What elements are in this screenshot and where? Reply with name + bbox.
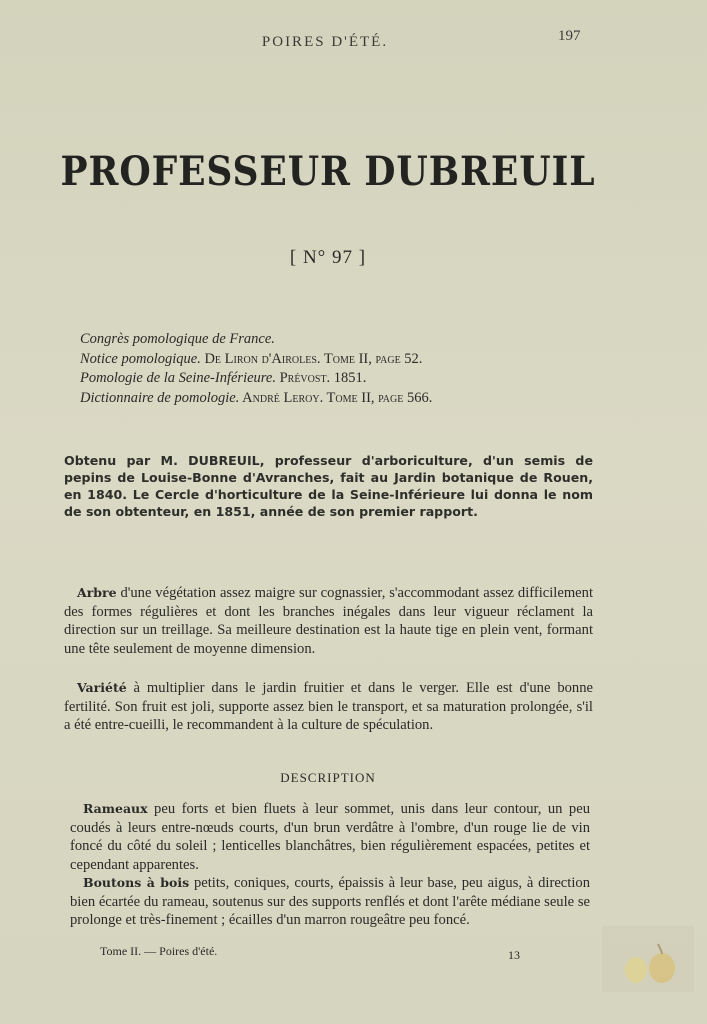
reference-detail: Prévost. 1851. (275, 370, 367, 386)
reference-source: Congrès pomologique de France. (80, 331, 275, 347)
running-head: POIRES D'ÉTÉ. (261, 34, 389, 50)
paragraph-boutons (70, 874, 590, 930)
paragraph-text: à multiplier dans le jardin fruitier et dans le verger. Elle est d'une bonne fertilité. Son fruit est joli, supporte assez bien le transport, et sa maturation prolongée, s'il a été entre-cueilli, le recommandent à la culture de spéculation. (64, 680, 593, 734)
reference-source: Pomologie de la Seine-Inférieure. (80, 370, 276, 386)
paragraph-text: petits, coniques, courts, épaissis à leur base, peu aigus, à direction bien écartée du rameau, soutenus sur des supports renflés et dont l'arête médiane seule se prolonge et très-finement ; écailles d'un marron rougeâtre peu foncé. (70, 875, 590, 929)
variety-number: [ N° 97 ] (289, 247, 367, 268)
pear-watermark-icon (602, 926, 694, 992)
paragraph-text: d'une végétation assez maigre sur cognassier, s'accommodant assez difficilement des formes régulières et dont les branches inégales dans leur vigueur réclament la direction sur un treillage. Sa meilleure destination est la haute tige en plein vent, formant une tête seulement de moyenne dimension. (64, 585, 593, 657)
footer-sheet-number: 13 (508, 948, 520, 962)
reference-source: Notice pomologique. (80, 350, 201, 367)
reference-line (80, 389, 620, 409)
paragraph-lead: Rameaux (83, 801, 148, 816)
reference-detail: André Leroy. Tome II, page 566. (239, 389, 433, 406)
reference-detail: De Liron d'Airoles. Tome II, page 52. (200, 350, 423, 367)
intro-paragraph: Obtenu par M. DUBREUIL, professeur d'arboriculture, d'un semis de pepins de Louise-Bonne d'Avranches, fait au Jardin botanique de Rouen, en 1840. Le Cercle d'horticulture de la Seine-Inférieure lui donna le nom de son obtenteur, en 1851, année de son premier rapport. (64, 453, 593, 519)
paragraph-rameaux (70, 800, 590, 874)
reference-line (80, 330, 620, 350)
reference-line (80, 369, 620, 389)
description-heading: DESCRIPTION (280, 770, 376, 785)
reference-line (80, 350, 620, 370)
paragraph-lead: Boutons à bois (83, 875, 190, 890)
reference-source: Dictionnaire de pomologie. (80, 389, 240, 406)
page-number: 197 (558, 28, 581, 44)
paragraph-text: peu forts et bien fluets à leur sommet, unis dans leur contour, un peu coudés à leurs entre-nœuds courts, d'un brun verdâtre à l'ombre, d'un rouge lie de vin foncé du côté du soleil ; lenticelles blanchâtres, bien régulièrement espacées, petites et cependant apparentes. (70, 801, 590, 873)
paragraph-variete (64, 679, 593, 735)
paragraph-lead: Arbre (77, 585, 117, 600)
paragraph-lead: Variété (77, 680, 127, 695)
footer-signature: Tome II. — Poires d'été. (100, 944, 218, 958)
page-title: PROFESSEUR DUBREUIL (60, 148, 596, 195)
references (80, 330, 620, 408)
paragraph-arbre (64, 584, 593, 658)
